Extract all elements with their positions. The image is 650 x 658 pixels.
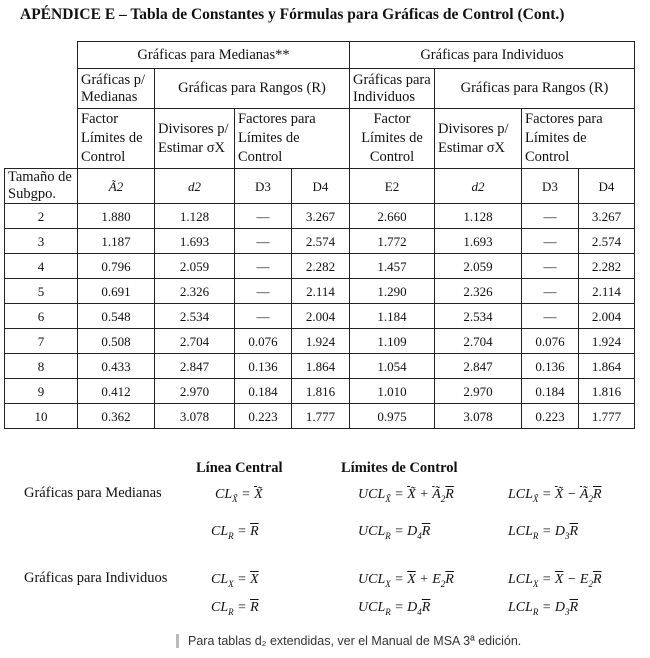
table-cell: 1.924 bbox=[292, 329, 350, 354]
table-cell: 1.864 bbox=[292, 354, 350, 379]
table-cell: 1.816 bbox=[579, 379, 635, 404]
table-cell: 2.574 bbox=[579, 229, 635, 254]
lcl-individual-formula: $LCL_X = \overline{X} - E_2\overline{R}$ bbox=[508, 572, 602, 589]
table-cell: 2.114 bbox=[579, 279, 635, 304]
table-cell: 0.223 bbox=[522, 404, 579, 429]
table-cell: 2.114 bbox=[292, 279, 350, 304]
table-cell: 2.534 bbox=[435, 304, 522, 329]
table-body bbox=[5, 204, 635, 429]
table-cell: 2.004 bbox=[579, 304, 635, 329]
ucl-individual-formula: $UCL_X = \overline{X} + E_2\overline{R}$ bbox=[358, 572, 454, 589]
table-cell: 0.796 bbox=[78, 254, 155, 279]
table-cell: — bbox=[522, 304, 579, 329]
table-cell: 2.326 bbox=[155, 279, 235, 304]
table-cell: 1.128 bbox=[435, 204, 522, 229]
table-cell: 2.059 bbox=[435, 254, 522, 279]
col-label-d2-ind: d2 bbox=[435, 169, 522, 204]
cl-median-formula: $CL_{X̃}$ = X̃ bbox=[215, 487, 263, 504]
col-label-a2: Ã2 bbox=[78, 169, 155, 204]
table-cell: 0.433 bbox=[78, 354, 155, 379]
table-cell: 0.548 bbox=[78, 304, 155, 329]
table-cell: 1.054 bbox=[350, 354, 435, 379]
cl-range-individual-formula: $CL_R = \overline{R}$ bbox=[211, 600, 259, 617]
table-cell: 1.777 bbox=[579, 404, 635, 429]
col-label-d4-ind: D4 bbox=[579, 169, 635, 204]
ind-factors-header: Factores para Límites de Control bbox=[522, 109, 635, 169]
table-row bbox=[5, 354, 635, 379]
table-cell: 3.267 bbox=[579, 204, 635, 229]
table-row bbox=[5, 204, 635, 229]
table-cell: 0.691 bbox=[78, 279, 155, 304]
table-row bbox=[5, 229, 635, 254]
table-cell: 0.362 bbox=[78, 404, 155, 429]
table-cell: — bbox=[235, 279, 292, 304]
table-cell: 2.004 bbox=[292, 304, 350, 329]
table-row bbox=[5, 379, 635, 404]
center-line-header: Línea Central bbox=[196, 460, 283, 476]
table-cell: 0.412 bbox=[78, 379, 155, 404]
table-cell: — bbox=[235, 229, 292, 254]
footnote: Para tablas d₂ extendidas, ver el Manual de MSA 3ª edición. bbox=[176, 634, 521, 648]
col-label-d3: D3 bbox=[235, 169, 292, 204]
table-cell: 1.816 bbox=[292, 379, 350, 404]
table-cell: 0.076 bbox=[522, 329, 579, 354]
medians-label: Gráficas para Medianas bbox=[24, 485, 162, 501]
lcl-median-formula: $LCL_{X̃}$ = X̃ − $\overline{Ã}_2\overline{R}$ bbox=[508, 487, 602, 504]
table-cell: 0.223 bbox=[235, 404, 292, 429]
table-row bbox=[5, 254, 635, 279]
table-cell: 2.574 bbox=[292, 229, 350, 254]
ind-factor-header: Factor Límites de Control bbox=[350, 109, 435, 169]
table-cell: — bbox=[235, 204, 292, 229]
table-row bbox=[5, 404, 635, 429]
table-cell: 3.267 bbox=[292, 204, 350, 229]
table-cell: 4 bbox=[5, 254, 78, 279]
individuals-label: Gráficas para Individuos bbox=[24, 570, 168, 586]
lcl-range-median-formula: $LCL_R = D_3\overline{R}$ bbox=[508, 524, 579, 541]
ucl-range-median-formula: $UCL_R = D_4\overline{R}$ bbox=[358, 524, 431, 541]
table-cell: 6 bbox=[5, 304, 78, 329]
table-cell: 2.059 bbox=[155, 254, 235, 279]
table-cell: 1.128 bbox=[155, 204, 235, 229]
subheader-median-chart: Gráficas p/ Medianas bbox=[78, 69, 155, 109]
table-cell: 0.184 bbox=[522, 379, 579, 404]
table-cell: — bbox=[235, 304, 292, 329]
table-row bbox=[5, 279, 635, 304]
table-cell: 0.136 bbox=[522, 354, 579, 379]
subheader-individual-ranges: Gráficas para Rangos (R) bbox=[435, 69, 635, 109]
table-cell: 2.534 bbox=[155, 304, 235, 329]
table-cell: 2.847 bbox=[155, 354, 235, 379]
table-cell: 1.109 bbox=[350, 329, 435, 354]
constants-table bbox=[4, 41, 635, 429]
table-cell: 1.777 bbox=[292, 404, 350, 429]
ucl-range-individual-formula: $UCL_R = D_4\overline{R}$ bbox=[358, 600, 431, 617]
table-cell: — bbox=[522, 229, 579, 254]
med-factors-header: Factores para Límites de Control bbox=[235, 109, 350, 169]
table-cell: 1.693 bbox=[435, 229, 522, 254]
table-cell: 1.184 bbox=[350, 304, 435, 329]
table-cell: 8 bbox=[5, 354, 78, 379]
col-label-e2: E2 bbox=[350, 169, 435, 204]
table-row bbox=[5, 304, 635, 329]
subheader-individual-chart: Gráficas para Individuos bbox=[350, 69, 435, 109]
col-label-d3-ind: D3 bbox=[522, 169, 579, 204]
table-cell: 2.970 bbox=[435, 379, 522, 404]
table-cell: 1.187 bbox=[78, 229, 155, 254]
table-cell: — bbox=[235, 254, 292, 279]
table-cell: 2.970 bbox=[155, 379, 235, 404]
table-cell: 3.078 bbox=[155, 404, 235, 429]
col-label-d2: d2 bbox=[155, 169, 235, 204]
med-divisor-header: Divisores p/ Estimar σX bbox=[155, 109, 235, 169]
table-cell: — bbox=[522, 254, 579, 279]
med-factor-header: Factor Límites de Control bbox=[78, 109, 155, 169]
table-cell: 10 bbox=[5, 404, 78, 429]
col-label-d4: D4 bbox=[292, 169, 350, 204]
table-row bbox=[5, 329, 635, 354]
group-header-individuals: Gráficas para Individuos bbox=[350, 42, 635, 69]
table-cell: 2.660 bbox=[350, 204, 435, 229]
control-limits-header: Límites de Control bbox=[341, 460, 458, 476]
table-cell: 3.078 bbox=[435, 404, 522, 429]
group-header-medians: Gráficas para Medianas** bbox=[78, 42, 350, 69]
table-cell: 9 bbox=[5, 379, 78, 404]
table-cell: 1.010 bbox=[350, 379, 435, 404]
lcl-range-individual-formula: $LCL_R = D_3\overline{R}$ bbox=[508, 600, 579, 617]
table-cell: 0.508 bbox=[78, 329, 155, 354]
table-cell: 1.864 bbox=[579, 354, 635, 379]
cl-range-median-formula: $CL_R = \overline{R}$ bbox=[211, 524, 259, 541]
subheader-median-ranges: Gráficas para Rangos (R) bbox=[155, 69, 350, 109]
table-cell: 2.847 bbox=[435, 354, 522, 379]
table-cell: 1.457 bbox=[350, 254, 435, 279]
ind-divisor-header: Divisores p/ Estimar σX bbox=[435, 109, 522, 169]
table-cell: — bbox=[522, 204, 579, 229]
page-title: APÉNDICE E – Tabla de Constantes y Fórmulas para Gráficas de Control (Cont.) bbox=[20, 6, 565, 23]
table-cell: 0.184 bbox=[235, 379, 292, 404]
table-cell: 1.290 bbox=[350, 279, 435, 304]
table-cell: 2.282 bbox=[579, 254, 635, 279]
table-cell: 5 bbox=[5, 279, 78, 304]
table-cell: 0.975 bbox=[350, 404, 435, 429]
table-cell: 2.704 bbox=[155, 329, 235, 354]
cl-individual-formula: $CL_X = \overline{X}$ bbox=[211, 572, 259, 589]
table-cell: — bbox=[522, 279, 579, 304]
table-cell: 7 bbox=[5, 329, 78, 354]
table-cell: 2.326 bbox=[435, 279, 522, 304]
table-cell: 2.282 bbox=[292, 254, 350, 279]
table-cell: 1.880 bbox=[78, 204, 155, 229]
ucl-median-formula: $UCL_{X̃}$ = X̃ + $\overline{Ã}_2\overline{R}$ bbox=[358, 487, 454, 504]
table-cell: 0.076 bbox=[235, 329, 292, 354]
table-cell: 1.924 bbox=[579, 329, 635, 354]
table-cell: 1.693 bbox=[155, 229, 235, 254]
table-cell: 1.772 bbox=[350, 229, 435, 254]
table-cell: 0.136 bbox=[235, 354, 292, 379]
table-cell: 2.704 bbox=[435, 329, 522, 354]
subgroup-size-header: Tamaño de Subgpo. bbox=[5, 169, 78, 204]
blank-corner bbox=[5, 42, 78, 169]
table-cell: 3 bbox=[5, 229, 78, 254]
table-cell: 2 bbox=[5, 204, 78, 229]
